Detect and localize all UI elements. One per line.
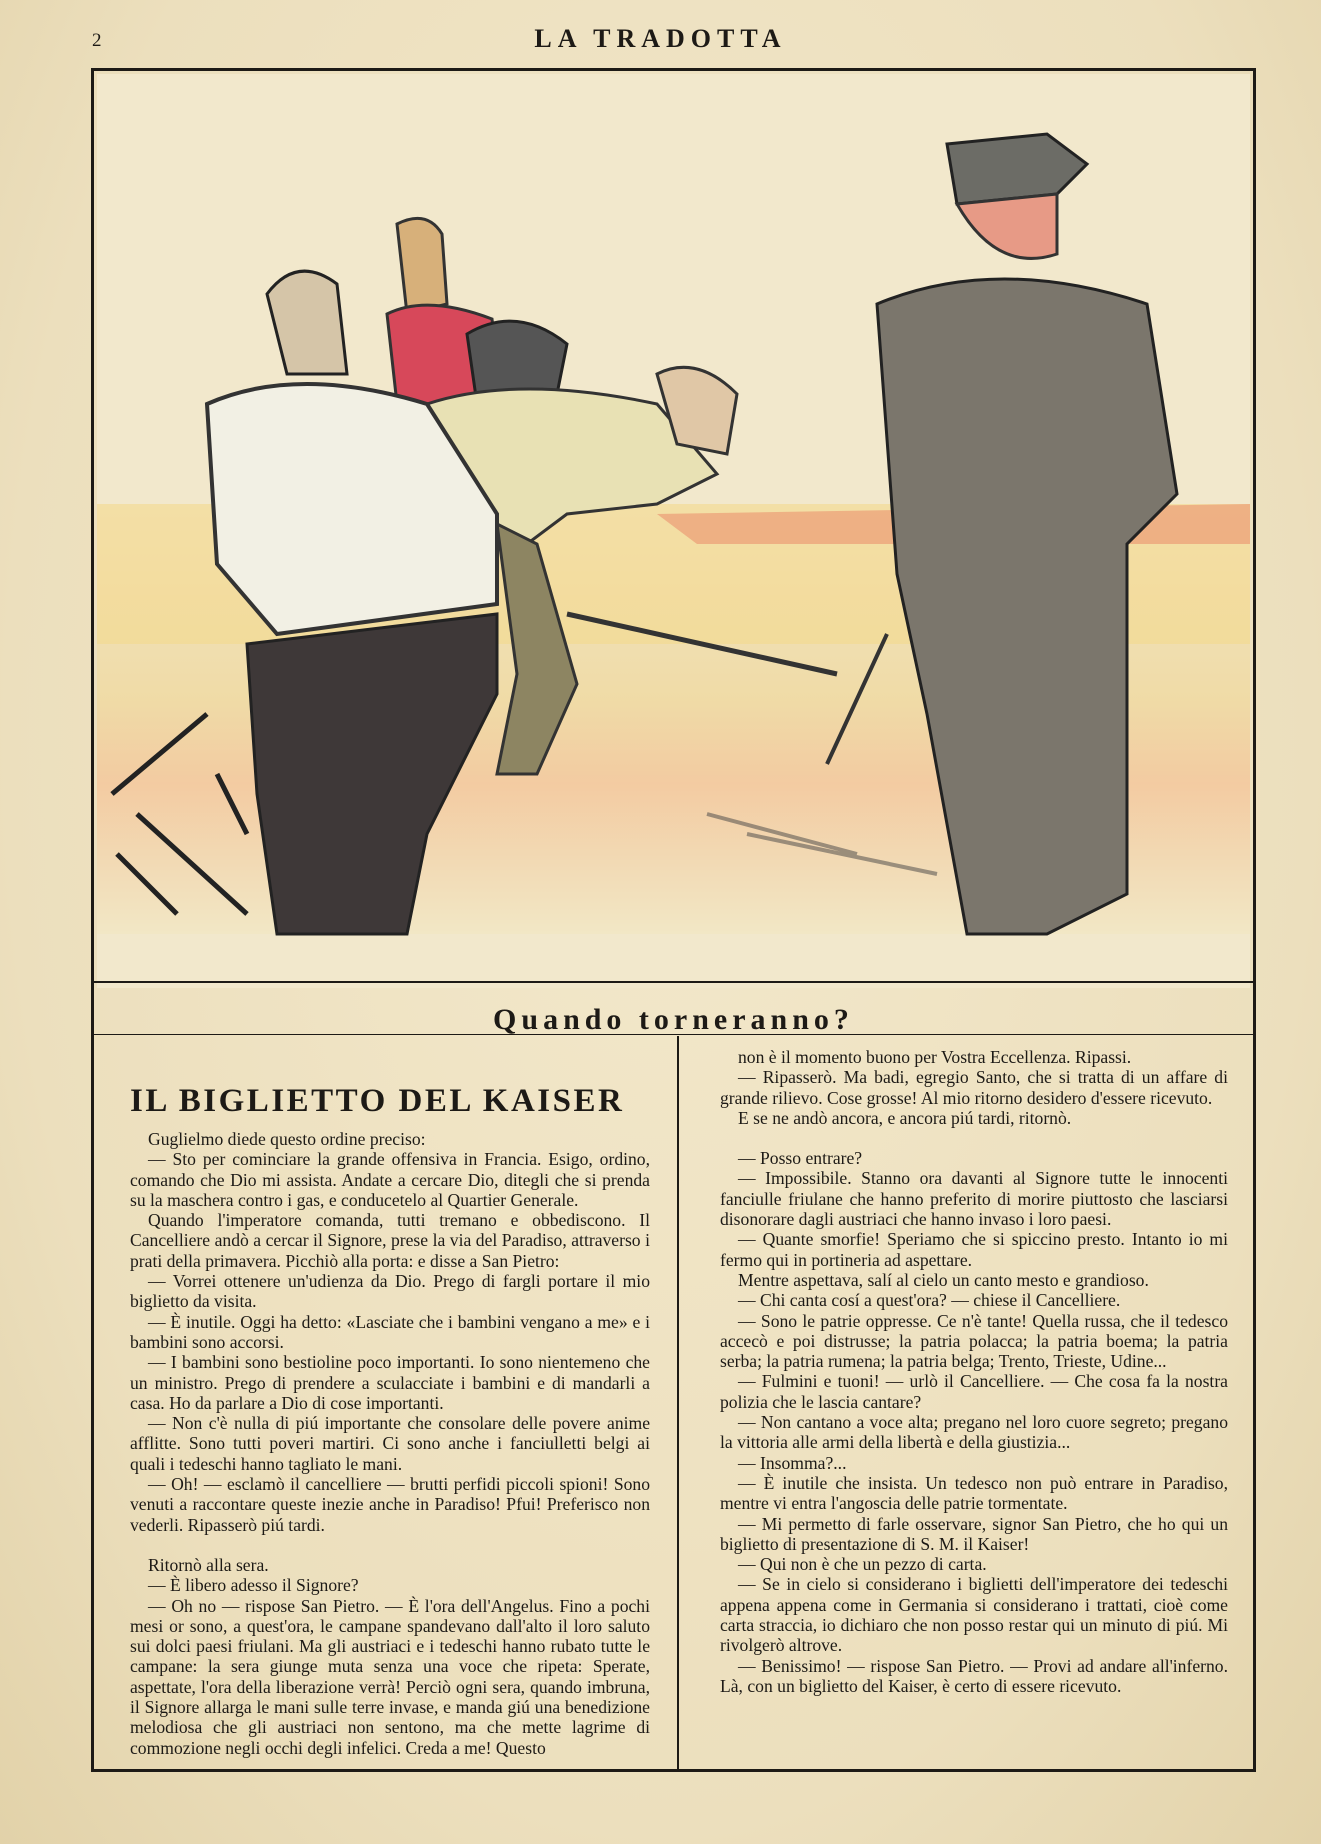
article-paragraph: — Vorrei ottenere un'udienza da Dio. Prego di fargli portare il mio biglietto da visita.	[130, 1271, 650, 1312]
article-column-right	[720, 1047, 1228, 1696]
article-paragraph: Quando l'imperatore comanda, tutti tremano e obbediscono. Il Cancelliere andò a cercar il Signore, prese la via del Paradiso, attraverso i prati della primavera. Picchiò alla porta: e disse a San Pietro:	[130, 1210, 650, 1271]
article-paragraph: — È inutile che insista. Un tedesco non può entrare in Paradiso, mentre vi entra l'angoscia delle patrie tormentate.	[720, 1472, 1228, 1514]
article-paragraph: — Non c'è nulla di piú importante che consolare delle povere anime afflitte. Sono tutti poveri martiri. Ci sono anche i fanciulletti belgi ai quali i tedeschi hanno tagliato le mani.	[130, 1413, 650, 1474]
article-paragraph: — Ripasserò. Ma badi, egregio Santo, che si tratta di un affare di grande rilievo. Cose grosse! Al mio ritorno desidero d'essere ricevuto.	[720, 1067, 1228, 1108]
article-paragraph: — È inutile. Oggi ha detto: «Lasciate che i bambini vengano a me» e i bambini sono accorsi.	[130, 1311, 650, 1352]
caption-rule-bottom	[94, 1034, 1253, 1035]
article-paragraph: — Se in cielo si considerano i biglietti dell'imperatore dei tedeschi appena appena come in Germania si considerano i trattati, cioè come carta straccia, io dichiaro che non posso restar qui un minuto di piú. Mi rivolgerò altrove.	[720, 1574, 1228, 1656]
article-paragraph: — Fulmini e tuoni! — urlò il Cancelliere. — Che cosa fa la nostra polizia che le lascia cantare?	[720, 1371, 1228, 1412]
article-paragraph	[720, 1128, 1228, 1148]
article-paragraph	[130, 1535, 650, 1555]
article-paragraph: — È libero adesso il Signore?	[148, 1575, 359, 1596]
article-paragraph: — Oh no — rispose San Pietro. — È l'ora dell'Angelus. Fino a pochi mesi or sono, a quest'ora, le campane spandevano dall'alto il loro saluto sui dolci paesi friulani. Ma gli austriaci e i tedeschi hanno rubato tutte le campane: la sera giunge muta senza una voce che ripeta: Sperate, aspettate, l'ora della liberazione verrà! Perciò ogni sera, quando imbruna, il Signore allarga le mani sulle terre invase, e manda giú una benedizione melodiosa che gli austriaci non sentono, ma che mette lagrime di commozione negli occhi degli infelici. Creda a me! Questo	[130, 1595, 650, 1758]
article-paragraph: — Quante smorfie! Speriamo che si spiccino presto. Intanto io mi fermo qui in portineria ad aspettare.	[720, 1229, 1228, 1270]
article-paragraph: E se ne andò ancora, e ancora piú tardi, ritornò.	[738, 1107, 1072, 1128]
article-column-left	[130, 1129, 650, 1758]
article-paragraph: Guglielmo diede questo ordine preciso:	[148, 1129, 426, 1149]
illustration-drawing	[97, 74, 1250, 988]
article-paragraph: — Insomma?...	[738, 1452, 847, 1473]
page-number: 2	[92, 30, 102, 51]
article-title: IL BIGLIETTO DEL KAISER	[130, 1083, 625, 1119]
article-paragraph: — Sono le patrie oppresse. Ce n'è tante! Quella russa, che il tedesco accecò e poi distrusse; la patria polacca; la patria boema; la patria serba; la patria rumena; la patria belga; Trento, Trieste, Udine...	[720, 1310, 1228, 1372]
article-paragraph: — Oh! — esclamò il cancelliere — brutti perfidi piccoli spioni! Sono venuti a raccontare queste inezie anche in Paradiso! Pfui! Preferisco non vederli. Ripasserò piú tardi.	[130, 1474, 650, 1535]
article-paragraph: — Mi permetto di farle osservare, signor San Pietro, che ho qui un biglietto di presentazione di S. M. il Kaiser!	[720, 1513, 1228, 1554]
article-paragraph: — Non cantano a voce alta; pregano nel loro cuore segreto; pregano la vittoria alle armi della libertà e della giustizia...	[720, 1412, 1228, 1453]
article-paragraph: — Qui non è che un pezzo di carta.	[738, 1554, 987, 1575]
column-divider	[677, 1036, 679, 1771]
article-paragraph: Ritornò alla sera.	[148, 1554, 269, 1575]
article-paragraph: — Benissimo! — rispose San Pietro. — Provi ad andare all'inferno. Là, con un biglietto del Kaiser, è certo di essere ricevuto.	[720, 1655, 1228, 1696]
article-paragraph: — Impossibile. Stanno ora davanti al Signore tutte le innocenti fanciulle friulane che hanno preferito di morire piuttosto che lasciarsi disonorare dagli austriaci che hanno invaso i loro paesi.	[720, 1168, 1228, 1230]
masthead: LA TRADOTTA	[534, 24, 787, 53]
article-paragraph: — Chi canta cosí a quest'ora? — chiese il Cancelliere.	[738, 1290, 1121, 1311]
caption-rule-top	[94, 981, 1253, 983]
illustration-caption: Quando torneranno?	[493, 1003, 854, 1036]
illustration	[97, 74, 1250, 988]
article-paragraph: non è il momento buono per Vostra Eccellenza. Ripassi.	[738, 1047, 1132, 1067]
article-paragraph: — Sto per cominciare la grande offensiva in Francia. Esigo, ordino, comando che Dio mi assista. Andate a cercare Dio, ditegli che si prenda su la maschera contro i gas, e conducetelo al Quartier Generale.	[130, 1149, 650, 1210]
content-frame	[91, 68, 1256, 1772]
article-paragraph: Mentre aspettava, salí al cielo un canto mesto e grandioso.	[738, 1269, 1149, 1290]
article-paragraph: — Posso entrare?	[738, 1148, 863, 1169]
article-paragraph: — I bambini sono bestioline poco importanti. Io sono nientemeno che un ministro. Prego di prendere a sculacciate i bambini e di mandarli a casa. Ho da parlare a Dio di cose importanti.	[130, 1352, 650, 1413]
